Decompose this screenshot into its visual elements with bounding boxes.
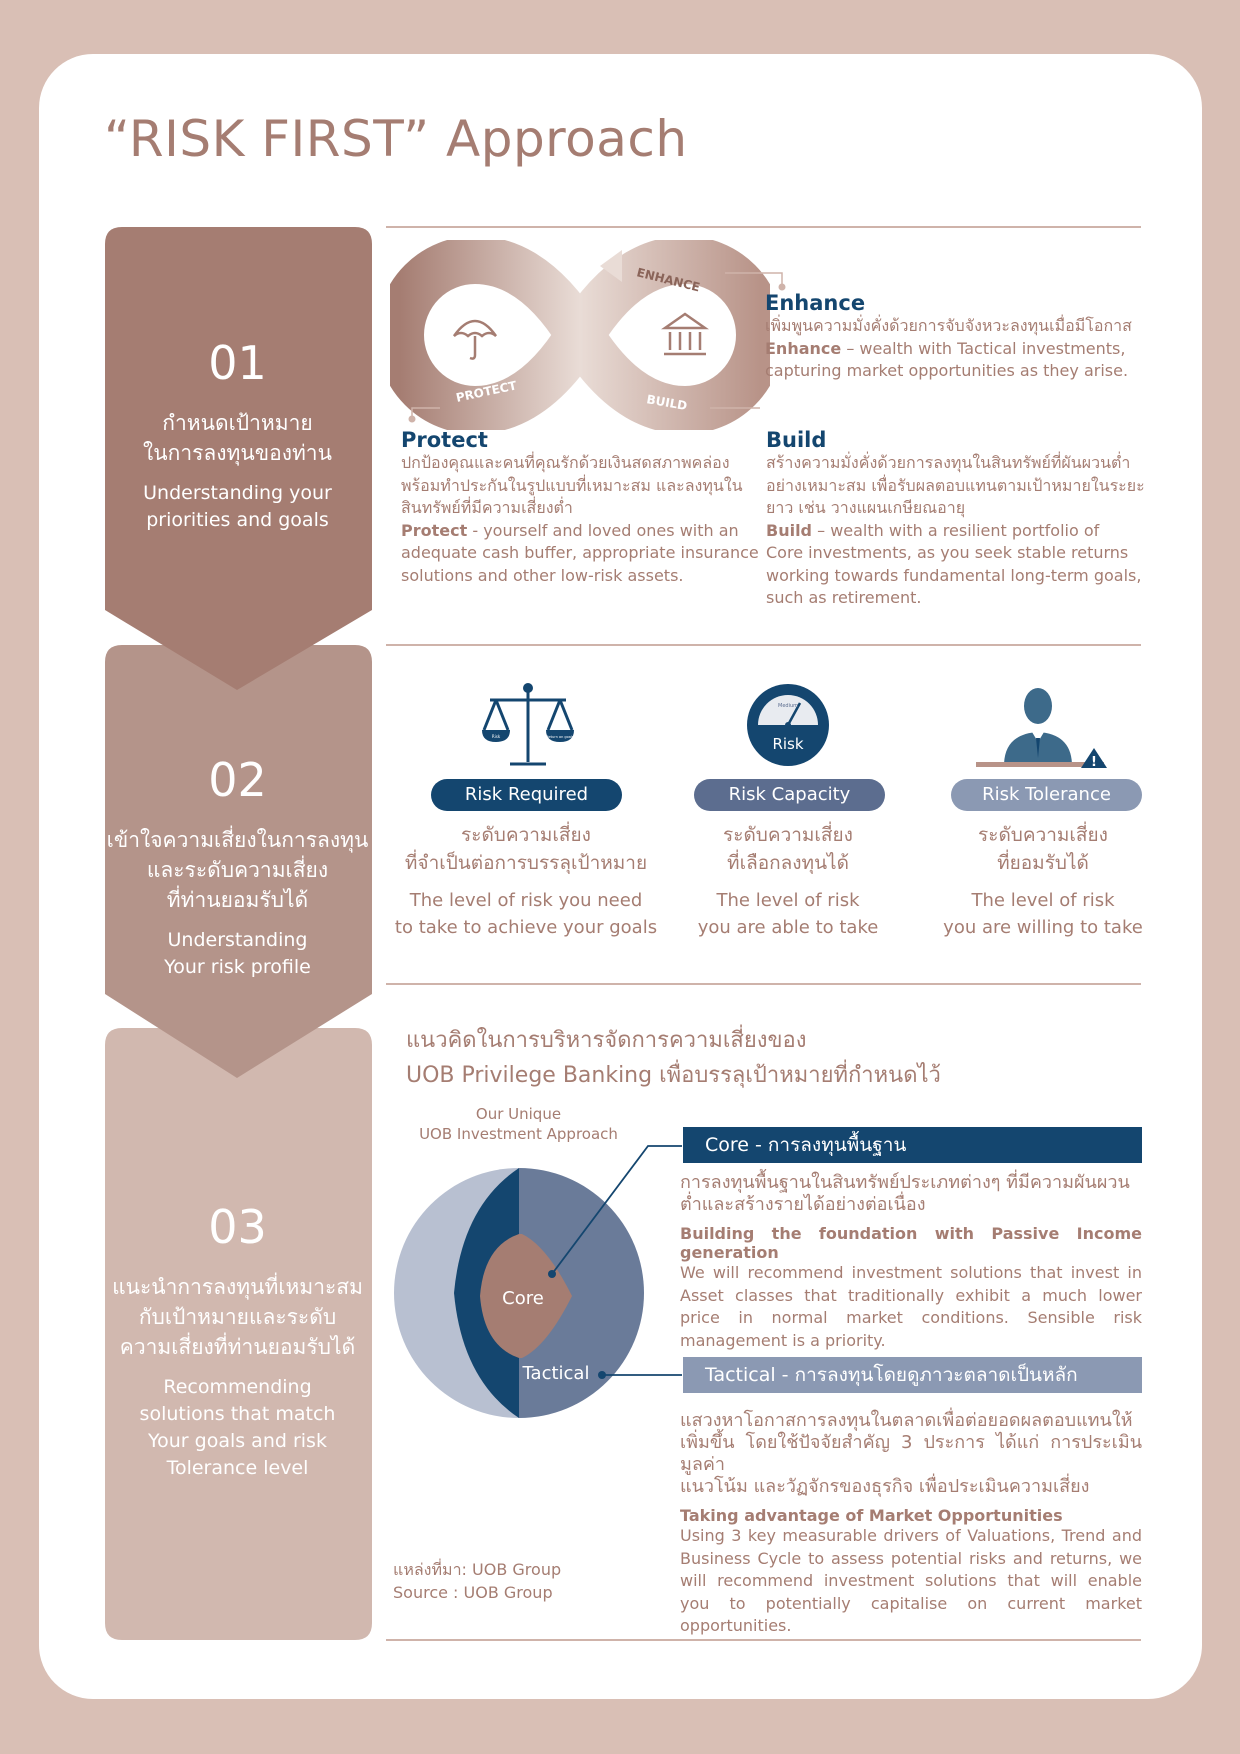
build-en-line: such as retirement. xyxy=(766,588,922,607)
pie-tactical-label: Tactical xyxy=(522,1363,590,1384)
core-bold: Building the foundation with Passive Income generation xyxy=(680,1224,1142,1262)
core-en: We will recommend investment solutions that invest in Asset classes that traditionally exhibit a much lower price in normal market conditions. Sensible risk management is a priority. xyxy=(680,1263,1142,1350)
step-en xyxy=(105,480,370,534)
build-th-line: อย่างเหมาะสม เพื่อรับผลตอบแทนตามเป้าหมายในระยะ xyxy=(766,475,1145,495)
step-en-line: Recommending xyxy=(163,1376,312,1398)
scale-label-risk: Risk xyxy=(491,734,501,739)
source-en: Source : UOB Group xyxy=(393,1583,553,1602)
step-en-line: Your risk profile xyxy=(164,956,311,978)
step-th-line: กับเป้าหมายและระดับ xyxy=(138,1305,337,1329)
source-note xyxy=(393,1558,561,1604)
risk-tolerance-text xyxy=(908,821,1178,941)
build-block xyxy=(766,428,1146,610)
step-2-text xyxy=(105,753,370,981)
scales-icon xyxy=(480,680,576,770)
risk-en-line: to take to achieve your goals xyxy=(394,917,658,938)
protect-th-line: ปกป้องคุณและคนที่คุณรักด้วยเงินสดสภาพคล่อง xyxy=(401,453,730,472)
protect-block xyxy=(401,428,761,587)
step-en-line: Understanding your xyxy=(143,482,332,504)
build-en-line: working towards fundamental long-term goals, xyxy=(766,565,1142,585)
step-en-line: Understanding xyxy=(167,929,308,951)
tactical-bar: Tactical - การลงทุนโดยดูภาวะตลาดเป็นหลัก xyxy=(683,1357,1142,1393)
protect-en-line: solutions and other low-risk assets. xyxy=(401,565,684,585)
risk-en xyxy=(653,887,923,941)
risk-en xyxy=(908,887,1178,941)
risk-th-line: ที่เลือกลงทุนได้ xyxy=(727,852,849,874)
protect-en-line: - yourself and loved ones with an xyxy=(467,520,739,540)
step-th-line: และระดับความเสี่ยง xyxy=(146,858,329,882)
person-icon xyxy=(976,686,1120,770)
enhance-bold: Enhance xyxy=(765,338,842,358)
enhance-en xyxy=(765,338,1145,383)
protect-th xyxy=(401,452,761,520)
step-en xyxy=(105,927,370,981)
gauge-icon xyxy=(746,683,830,767)
approach-heading-1: แนวคิดในการบริหารจัดการความเสี่ยงของ xyxy=(406,1028,807,1053)
risk-en-line: The level of risk xyxy=(716,890,860,911)
enhance-th: เพิ่มพูนความมั่งคั่งด้วยการจับจังหวะลงทุนเมื่อมีโอกาส xyxy=(765,316,1132,335)
step-th-line: กำหนดเป้าหมาย xyxy=(162,411,313,435)
enhance-en-line: – wealth with Tactical investments, xyxy=(841,338,1126,358)
build-en xyxy=(766,520,1146,610)
step-en xyxy=(105,1374,370,1482)
step-number: 01 xyxy=(208,336,267,390)
warning-glyph: ! xyxy=(1091,755,1097,770)
protect-en-line: adequate cash buffer, appropriate insurance xyxy=(401,543,759,562)
step-en-line: Tolerance level xyxy=(166,1457,309,1479)
core-description xyxy=(680,1172,1142,1352)
build-bold: Build xyxy=(766,520,813,540)
cycle-label-protect: PROTECT xyxy=(454,378,518,405)
tactical-description xyxy=(680,1410,1142,1638)
enhance-en-line: capturing market opportunities as they arise. xyxy=(765,361,1129,380)
approach-heading-2: UOB Privilege Banking เพื่อบรรลุเป้าหมายที่กำหนดไว้ xyxy=(406,1063,941,1088)
risk-required-pill: Risk Required xyxy=(431,779,622,811)
tactical-th-line: เพิ่มขึ้น โดยใช้ปัจจัยสำคัญ 3 ประการ ได้แก่ การประเมินมูลค่า xyxy=(680,1432,1142,1475)
unique-line: Our Unique xyxy=(475,1105,562,1123)
step-en-line: solutions that match xyxy=(139,1403,336,1425)
step-number: 03 xyxy=(208,1200,267,1254)
risk-en xyxy=(391,887,661,941)
build-en-line: Core investments, as you seek stable returns xyxy=(766,543,1129,562)
step-th-line: ที่ท่านยอมรับได้ xyxy=(166,888,309,912)
protect-th-line: สินทรัพย์ที่มีความเสี่ยงต่ำ xyxy=(401,498,573,517)
cycle-connectors xyxy=(400,270,800,430)
step-3-text xyxy=(105,1200,370,1482)
risk-capacity-pill: Risk Capacity xyxy=(694,779,885,811)
enhance-title: Enhance xyxy=(765,291,866,315)
protect-title: Protect xyxy=(401,428,488,452)
build-title: Build xyxy=(766,428,827,452)
gauge-small-label: Medium xyxy=(778,703,798,709)
unique-line: UOB Investment Approach xyxy=(419,1125,618,1143)
core-th-line: ต่ำและสร้างรายได้อย่างต่อเนื่อง xyxy=(680,1194,926,1215)
tactical-th-line: แสวงหาโอกาสการลงทุนในตลาดเพื่อต่อยอดผลตอบแทนให้ xyxy=(680,1410,1133,1431)
risk-capacity-text xyxy=(653,821,923,941)
risk-en-line: you are able to take xyxy=(697,917,879,938)
step-1-text xyxy=(105,336,370,534)
risk-required-text xyxy=(391,821,661,941)
tactical-en: Using 3 key measurable drivers of Valuations, Trend and Business Cycle to assess potential risks and returns, we will recommend investment solutions that will enable you to potentially capitalise on current market opportunities. xyxy=(680,1526,1142,1635)
step-en-line: Your goals and risk xyxy=(148,1430,327,1452)
step-th-line: ในการลงทุนของท่าน xyxy=(143,441,332,465)
protect-th-line: พร้อมทำประกันในรูปแบบที่เหมาะสม และลงทุนใน xyxy=(401,475,743,495)
enhance-block xyxy=(765,291,1145,383)
step-number: 02 xyxy=(208,753,267,807)
divider xyxy=(386,983,1141,985)
step-th-line: เข้าใจความเสี่ยงในการลงทุน xyxy=(106,828,369,852)
risk-th-line: ระดับความเสี่ยง xyxy=(723,824,853,846)
risk-en-line: you are willing to take xyxy=(943,917,1143,938)
build-th-line: ยาว เช่น วางแผนเกษียณอายุ xyxy=(766,498,966,517)
page-title: “RISK FIRST” Approach xyxy=(104,110,688,168)
risk-th-line: ที่ยอมรับได้ xyxy=(997,852,1089,874)
tactical-th-line: แนวโน้ม และวัฏจักรของธุรกิจ เพื่อประเมินความเสี่ยง xyxy=(680,1476,1090,1497)
core-th-line: การลงทุนพื้นฐานในสินทรัพย์ประเภทต่างๆ ที่มีความผันผวน xyxy=(680,1172,1130,1193)
divider xyxy=(386,644,1141,646)
core-bar: Core - การลงทุนพื้นฐาน xyxy=(683,1127,1142,1163)
risk-en-line: The level of risk xyxy=(971,890,1115,911)
protect-en xyxy=(401,520,761,588)
gauge-label: Risk xyxy=(772,735,804,753)
build-en-line: – wealth with a resilient portfolio of xyxy=(812,520,1100,540)
scale-label-return: Return on goals xyxy=(546,735,574,739)
source-th: แหล่งที่มา: UOB Group xyxy=(393,1560,562,1579)
risk-tolerance-pill: Risk Tolerance xyxy=(951,779,1142,811)
step-th-line: แนะนำการลงทุนที่เหมาะสม xyxy=(112,1275,363,1299)
divider xyxy=(386,1639,1141,1641)
build-th xyxy=(766,452,1146,520)
cycle-label-build: BUILD xyxy=(645,392,689,414)
step-th-line: ความเสี่ยงที่ท่านยอมรับได้ xyxy=(119,1335,356,1359)
tactical-bold: Taking advantage of Market Opportunities xyxy=(680,1506,1063,1525)
build-th-line: สร้างความมั่งคั่งด้วยการลงทุนในสินทรัพย์ที่ผันผวนต่ำ xyxy=(766,453,1131,472)
risk-th-line: ระดับความเสี่ยง xyxy=(978,824,1108,846)
cycle-label-enhance: ENHANCE xyxy=(635,265,702,295)
divider xyxy=(386,226,1141,228)
risk-th-line: ที่จำเป็นต่อการบรรลุเป้าหมาย xyxy=(404,852,648,874)
step-en-line: priorities and goals xyxy=(146,509,329,531)
protect-bold: Protect xyxy=(401,520,468,540)
risk-en-line: The level of risk you need xyxy=(409,890,643,911)
pie-core-label: Core xyxy=(502,1288,544,1309)
risk-th-line: ระดับความเสี่ยง xyxy=(461,824,591,846)
